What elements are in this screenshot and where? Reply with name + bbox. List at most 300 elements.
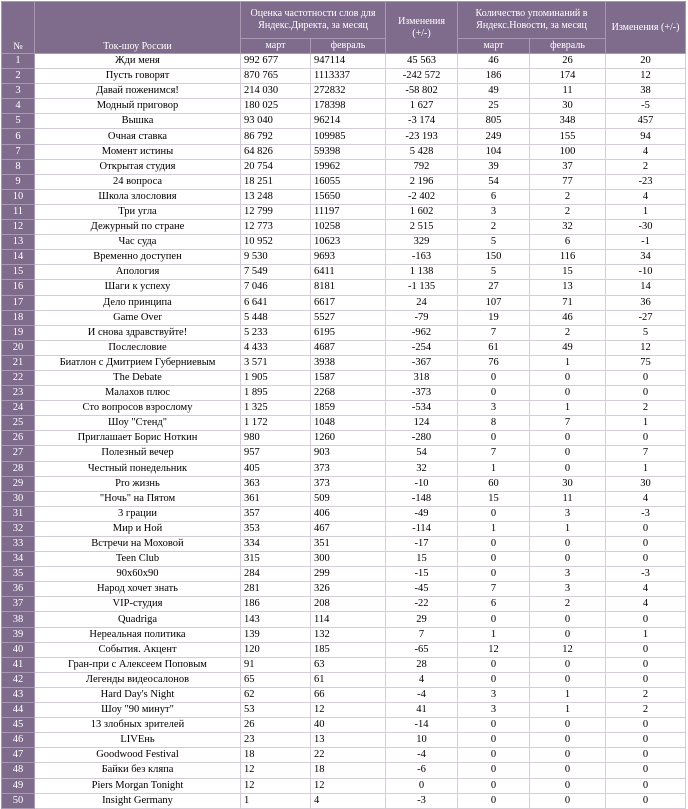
row-number: 14 [2, 250, 35, 265]
direct-february: 6411 [311, 265, 386, 280]
news-change: 0 [606, 521, 686, 536]
news-march: 2 [458, 220, 530, 235]
news-february: 0 [530, 370, 606, 385]
direct-march: 93 040 [241, 114, 311, 129]
news-february: 49 [530, 340, 606, 355]
direct-march: 870 765 [241, 69, 311, 84]
show-name: 24 вопроса [35, 174, 241, 189]
news-february: 116 [530, 250, 606, 265]
news-change: -30 [606, 220, 686, 235]
table-row [2, 597, 686, 612]
direct-change: -58 802 [386, 84, 458, 99]
direct-february: 63 [311, 657, 386, 672]
direct-march: 12 [241, 778, 311, 793]
show-name: Честный понедельник [35, 461, 241, 476]
news-change: 457 [606, 114, 686, 129]
table-row [2, 718, 686, 733]
direct-february: 185 [311, 642, 386, 657]
direct-march: 64 826 [241, 144, 311, 159]
news-february: 0 [530, 672, 606, 687]
row-number: 33 [2, 537, 35, 552]
direct-february: 10258 [311, 220, 386, 235]
direct-march: 12 773 [241, 220, 311, 235]
header-num: № [2, 2, 35, 54]
news-february: 11 [530, 84, 606, 99]
table-row [2, 506, 686, 521]
direct-change: 2 515 [386, 220, 458, 235]
news-march: 6 [458, 597, 530, 612]
direct-change: 54 [386, 446, 458, 461]
news-february: 174 [530, 69, 606, 84]
direct-february: 903 [311, 446, 386, 461]
table-row [2, 793, 686, 808]
news-february: 1 [530, 687, 606, 702]
news-march: 186 [458, 69, 530, 84]
news-march: 249 [458, 129, 530, 144]
news-change: 34 [606, 250, 686, 265]
header-show: Ток-шоу России [35, 2, 241, 54]
direct-change: -2 402 [386, 189, 458, 204]
direct-change: -65 [386, 642, 458, 657]
news-february: 26 [530, 54, 606, 69]
news-february: 0 [530, 461, 606, 476]
direct-february: 114 [311, 612, 386, 627]
direct-change: -148 [386, 491, 458, 506]
direct-change: 1 602 [386, 204, 458, 219]
direct-february: 10623 [311, 235, 386, 250]
news-march: 150 [458, 250, 530, 265]
news-february: 77 [530, 174, 606, 189]
table-row [2, 84, 686, 99]
header-news-march: март [458, 39, 530, 54]
direct-february: 351 [311, 537, 386, 552]
table-row [2, 250, 686, 265]
row-number: 16 [2, 280, 35, 295]
direct-change: -367 [386, 355, 458, 370]
direct-change: -17 [386, 537, 458, 552]
direct-march: 86 792 [241, 129, 311, 144]
table-row [2, 537, 686, 552]
direct-change: 24 [386, 295, 458, 310]
news-change: -23 [606, 174, 686, 189]
direct-february: 12 [311, 703, 386, 718]
direct-february: 1587 [311, 370, 386, 385]
table-row [2, 703, 686, 718]
table-row [2, 204, 686, 219]
direct-march: 23 [241, 733, 311, 748]
direct-change: 5 428 [386, 144, 458, 159]
direct-february: 59398 [311, 144, 386, 159]
news-february: 11 [530, 491, 606, 506]
direct-february: 178398 [311, 99, 386, 114]
news-february: 0 [530, 552, 606, 567]
direct-march: 4 433 [241, 340, 311, 355]
news-march: 5 [458, 235, 530, 250]
show-name: Биатлон с Дмитрием Губерниевым [35, 355, 241, 370]
direct-march: 9 530 [241, 250, 311, 265]
news-change: 0 [606, 733, 686, 748]
news-march: 0 [458, 552, 530, 567]
news-february: 71 [530, 295, 606, 310]
table-row [2, 129, 686, 144]
direct-february: 947114 [311, 54, 386, 69]
row-number: 32 [2, 521, 35, 536]
direct-march: 361 [241, 491, 311, 506]
direct-february: 13 [311, 733, 386, 748]
row-number: 30 [2, 491, 35, 506]
news-march: 0 [458, 748, 530, 763]
direct-change: 10 [386, 733, 458, 748]
news-february: 0 [530, 612, 606, 627]
news-change: 1 [606, 204, 686, 219]
direct-february: 8181 [311, 280, 386, 295]
direct-march: 26 [241, 718, 311, 733]
news-change: 20 [606, 54, 686, 69]
show-name: Teen Club [35, 552, 241, 567]
news-change: 2 [606, 703, 686, 718]
news-change: 0 [606, 672, 686, 687]
direct-march: 3 571 [241, 355, 311, 370]
direct-change: 329 [386, 235, 458, 250]
show-name: Момент истины [35, 144, 241, 159]
table-row [2, 325, 686, 340]
news-march: 49 [458, 84, 530, 99]
direct-march: 12 [241, 763, 311, 778]
news-march: 15 [458, 491, 530, 506]
direct-change: -45 [386, 582, 458, 597]
show-name: Шоу "Стенд" [35, 416, 241, 431]
row-number: 42 [2, 672, 35, 687]
news-change: -27 [606, 310, 686, 325]
row-number: 10 [2, 189, 35, 204]
news-february: 0 [530, 431, 606, 446]
news-february: 6 [530, 235, 606, 250]
news-march: 1 [458, 461, 530, 476]
direct-change: -14 [386, 718, 458, 733]
row-number: 1 [2, 54, 35, 69]
news-change: -1 [606, 235, 686, 250]
news-february: 0 [530, 793, 606, 808]
news-change: 4 [606, 582, 686, 597]
row-number: 41 [2, 657, 35, 672]
direct-change: -242 572 [386, 69, 458, 84]
direct-change: -49 [386, 506, 458, 521]
news-february: 0 [530, 446, 606, 461]
news-february: 30 [530, 99, 606, 114]
show-name: Нереальная политика [35, 627, 241, 642]
news-february: 2 [530, 325, 606, 340]
news-change: 0 [606, 612, 686, 627]
show-name: VIP-студия [35, 597, 241, 612]
direct-change: 1 138 [386, 265, 458, 280]
news-march: 39 [458, 159, 530, 174]
row-number: 18 [2, 310, 35, 325]
show-name: LIVEнь [35, 733, 241, 748]
news-march: 0 [458, 763, 530, 778]
news-change: 0 [606, 552, 686, 567]
news-march: 8 [458, 416, 530, 431]
news-change: 4 [606, 144, 686, 159]
direct-february: 300 [311, 552, 386, 567]
direct-change: 7 [386, 627, 458, 642]
direct-february: 6617 [311, 295, 386, 310]
show-name: Очная ставка [35, 129, 241, 144]
row-number: 37 [2, 597, 35, 612]
row-number: 49 [2, 778, 35, 793]
direct-change: 792 [386, 159, 458, 174]
news-change: 94 [606, 129, 686, 144]
news-march: 60 [458, 476, 530, 491]
row-number: 19 [2, 325, 35, 340]
show-name: Hard Day's Night [35, 687, 241, 702]
direct-march: 405 [241, 461, 311, 476]
direct-march: 186 [241, 597, 311, 612]
direct-march: 12 799 [241, 204, 311, 219]
header-yandex-direct: Оценка частотности слов для Яндекс.Директа, за месяц [241, 2, 386, 39]
table-row [2, 431, 686, 446]
news-february: 30 [530, 476, 606, 491]
direct-change: -1 135 [386, 280, 458, 295]
news-march: 0 [458, 793, 530, 808]
news-march: 3 [458, 204, 530, 219]
row-number: 7 [2, 144, 35, 159]
news-march: 805 [458, 114, 530, 129]
direct-february: 22 [311, 748, 386, 763]
direct-change: 29 [386, 612, 458, 627]
direct-change: 41 [386, 703, 458, 718]
news-change: 5 [606, 325, 686, 340]
row-number: 50 [2, 793, 35, 808]
direct-change: -254 [386, 340, 458, 355]
header-news-change: Изменения (+/-) [606, 2, 686, 54]
news-change: 7 [606, 446, 686, 461]
direct-february: 5527 [311, 310, 386, 325]
direct-change: 15 [386, 552, 458, 567]
show-name: Сто вопросов взрослому [35, 401, 241, 416]
table-row [2, 612, 686, 627]
direct-march: 7 549 [241, 265, 311, 280]
show-name: Легенды видеосалонов [35, 672, 241, 687]
news-february: 2 [530, 204, 606, 219]
show-name: Временно доступен [35, 250, 241, 265]
news-february: 348 [530, 114, 606, 129]
show-name: "Ночь" на Пятом [35, 491, 241, 506]
show-name: The Debate [35, 370, 241, 385]
table-row [2, 295, 686, 310]
table-row [2, 491, 686, 506]
news-february: 15 [530, 265, 606, 280]
news-change: 0 [606, 748, 686, 763]
news-february: 0 [530, 733, 606, 748]
direct-february: 18 [311, 763, 386, 778]
news-change: 0 [606, 537, 686, 552]
show-name: Гран-при с Алексеем Поповым [35, 657, 241, 672]
show-name: Вышка [35, 114, 241, 129]
direct-march: 353 [241, 521, 311, 536]
news-change: 1 [606, 416, 686, 431]
direct-february: 109985 [311, 129, 386, 144]
table-row [2, 54, 686, 69]
row-number: 38 [2, 612, 35, 627]
direct-march: 1 895 [241, 386, 311, 401]
show-name: Школа злословия [35, 189, 241, 204]
direct-march: 10 952 [241, 235, 311, 250]
news-change: 36 [606, 295, 686, 310]
show-name: Встречи на Моховой [35, 537, 241, 552]
table-row [2, 386, 686, 401]
news-march: 0 [458, 431, 530, 446]
show-name: Народ хочет знать [35, 582, 241, 597]
news-march: 27 [458, 280, 530, 295]
direct-march: 143 [241, 612, 311, 627]
direct-change: 0 [386, 778, 458, 793]
news-change: 0 [606, 793, 686, 808]
news-march: 0 [458, 718, 530, 733]
news-change: 4 [606, 189, 686, 204]
direct-march: 357 [241, 506, 311, 521]
show-name: Давай поженимся! [35, 84, 241, 99]
show-name: Дело принципа [35, 295, 241, 310]
news-february: 1 [530, 355, 606, 370]
direct-change: 32 [386, 461, 458, 476]
news-change: 0 [606, 657, 686, 672]
row-number: 39 [2, 627, 35, 642]
news-march: 0 [458, 657, 530, 672]
direct-change: 4 [386, 672, 458, 687]
news-february: 0 [530, 718, 606, 733]
table-row [2, 99, 686, 114]
news-change: 75 [606, 355, 686, 370]
news-february: 46 [530, 310, 606, 325]
table-row [2, 672, 686, 687]
table-row [2, 401, 686, 416]
direct-february: 12 [311, 778, 386, 793]
news-february: 0 [530, 763, 606, 778]
news-march: 3 [458, 703, 530, 718]
direct-february: 15650 [311, 189, 386, 204]
row-number: 36 [2, 582, 35, 597]
news-february: 0 [530, 748, 606, 763]
news-march: 0 [458, 733, 530, 748]
show-name: Жди меня [35, 54, 241, 69]
news-change: 2 [606, 159, 686, 174]
news-march: 1 [458, 521, 530, 536]
direct-february: 11197 [311, 204, 386, 219]
row-number: 25 [2, 416, 35, 431]
direct-march: 1 325 [241, 401, 311, 416]
show-name: Байки без кляпа [35, 763, 241, 778]
table-row [2, 642, 686, 657]
direct-february: 4 [311, 793, 386, 808]
news-february: 1 [530, 401, 606, 416]
table-row [2, 567, 686, 582]
news-february: 0 [530, 627, 606, 642]
news-february: 0 [530, 657, 606, 672]
news-march: 0 [458, 672, 530, 687]
direct-change: -534 [386, 401, 458, 416]
news-february: 32 [530, 220, 606, 235]
news-february: 0 [530, 778, 606, 793]
news-february: 1 [530, 703, 606, 718]
news-march: 76 [458, 355, 530, 370]
direct-march: 281 [241, 582, 311, 597]
direct-march: 957 [241, 446, 311, 461]
direct-march: 7 046 [241, 280, 311, 295]
row-number: 20 [2, 340, 35, 355]
direct-february: 509 [311, 491, 386, 506]
news-march: 0 [458, 506, 530, 521]
news-february: 155 [530, 129, 606, 144]
direct-change: -79 [386, 310, 458, 325]
news-change: 0 [606, 763, 686, 778]
show-name: Pro жизнь [35, 476, 241, 491]
row-number: 27 [2, 446, 35, 461]
news-march: 54 [458, 174, 530, 189]
table-row [2, 582, 686, 597]
news-february: 3 [530, 506, 606, 521]
news-change: 12 [606, 69, 686, 84]
news-march: 0 [458, 778, 530, 793]
row-number: 23 [2, 386, 35, 401]
news-change: 12 [606, 340, 686, 355]
show-name: Пусть говорят [35, 69, 241, 84]
news-march: 61 [458, 340, 530, 355]
show-name: Piers Morgan Tonight [35, 778, 241, 793]
table-row [2, 69, 686, 84]
table-row [2, 114, 686, 129]
row-number: 45 [2, 718, 35, 733]
show-name: Полезный вечер [35, 446, 241, 461]
show-name: Открытая студия [35, 159, 241, 174]
row-number: 26 [2, 431, 35, 446]
direct-march: 363 [241, 476, 311, 491]
news-march: 3 [458, 401, 530, 416]
row-number: 34 [2, 552, 35, 567]
direct-change: -4 [386, 748, 458, 763]
news-change: 2 [606, 687, 686, 702]
news-february: 2 [530, 189, 606, 204]
table-row [2, 521, 686, 536]
show-name: И снова здравствуйте! [35, 325, 241, 340]
direct-march: 1 905 [241, 370, 311, 385]
table-row [2, 340, 686, 355]
table-row [2, 265, 686, 280]
news-february: 7 [530, 416, 606, 431]
direct-february: 1260 [311, 431, 386, 446]
table-row [2, 461, 686, 476]
news-change: 0 [606, 431, 686, 446]
row-number: 28 [2, 461, 35, 476]
row-number: 6 [2, 129, 35, 144]
direct-change: -10 [386, 476, 458, 491]
news-february: 1 [530, 521, 606, 536]
direct-march: 6 641 [241, 295, 311, 310]
news-february: 0 [530, 386, 606, 401]
header-direct-change: Изменения (+/-) [386, 2, 458, 54]
news-march: 1 [458, 627, 530, 642]
direct-change: 1 627 [386, 99, 458, 114]
direct-march: 20 754 [241, 159, 311, 174]
direct-february: 96214 [311, 114, 386, 129]
header-direct-february: февраль [311, 39, 386, 54]
row-number: 5 [2, 114, 35, 129]
news-change: 0 [606, 386, 686, 401]
news-march: 7 [458, 582, 530, 597]
show-name: Game Over [35, 310, 241, 325]
direct-february: 299 [311, 567, 386, 582]
news-march: 104 [458, 144, 530, 159]
direct-change: -962 [386, 325, 458, 340]
